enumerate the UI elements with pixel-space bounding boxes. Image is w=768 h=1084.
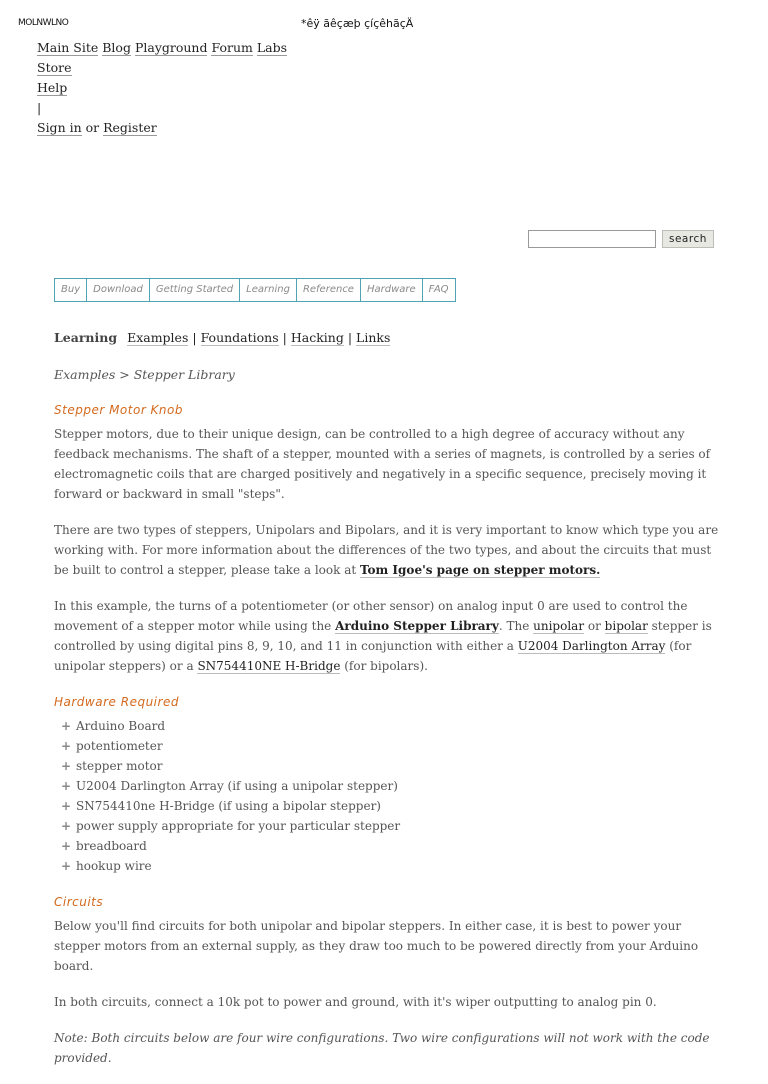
- hbridge-link[interactable]: SN754410NE H-Bridge: [197, 659, 341, 673]
- tab-buy[interactable]: Buy: [55, 279, 87, 301]
- subnav-sep: |: [347, 330, 353, 345]
- hardware-list: [54, 716, 722, 876]
- breadcrumb: Examples > Stepper Library: [54, 367, 235, 382]
- site-nav: [37, 38, 297, 138]
- site-logo-text: MOLNWLNO: [18, 18, 69, 28]
- plus-icon: +: [61, 759, 72, 773]
- plus-icon: +: [61, 859, 72, 873]
- list-item: + SN754410ne H-Bridge (if using a bipolar stepper): [54, 796, 722, 816]
- circuits-paragraph-1: Below you'll find circuits for both unipolar and bipolar steppers. In either case, it is best to power your stepper motors from an external supply, as they draw too much to be powered directly from your Arduino board.: [54, 919, 699, 973]
- section-tabs: [54, 278, 456, 302]
- tab-hardware[interactable]: Hardware: [361, 279, 423, 301]
- subnav-hacking[interactable]: Hacking: [290, 330, 344, 345]
- tab-getting-started[interactable]: Getting Started: [150, 279, 240, 301]
- circuits-note: Note: Both circuits below are four wire configurations. Two wire configurations will not work with the code provided.: [54, 1031, 710, 1065]
- plus-icon: +: [61, 799, 72, 813]
- plus-icon: +: [61, 839, 72, 853]
- nav-blog[interactable]: Blog: [102, 40, 131, 55]
- circuits-title: Circuits: [54, 895, 104, 909]
- example-paragraph: In this example, the turns of a potentiometer (or other sensor) on analog input 0 are used to control the movement of a stepper motor while using the Arduino Stepper Library. The unipolar or bipolar stepper is controlled by using digital pins 8, 9, 10, and 11 in conjunction with either a U2004 Darlington Array (for unipolar steppers) or a SN754410NE H-Bridge (for bipolars).: [54, 599, 712, 673]
- list-item: + hookup wire: [54, 856, 722, 876]
- plus-icon: +: [61, 819, 72, 833]
- plus-icon: +: [61, 739, 72, 753]
- list-item: + breadboard: [54, 836, 722, 856]
- darlington-link[interactable]: U2004 Darlington Array: [517, 639, 666, 653]
- subnav-foundations[interactable]: Foundations: [200, 330, 279, 345]
- tab-reference[interactable]: Reference: [297, 279, 361, 301]
- tom-igoe-link[interactable]: Tom Igoe's page on stepper motors.: [360, 563, 601, 577]
- nav-store[interactable]: Store: [37, 60, 72, 75]
- tab-download[interactable]: Download: [87, 279, 150, 301]
- or-text: or: [85, 120, 100, 135]
- tab-faq[interactable]: FAQ: [428, 284, 449, 295]
- article-content: [54, 400, 722, 1084]
- subnav-sep: |: [192, 330, 197, 345]
- nav-labs[interactable]: Labs: [256, 40, 288, 55]
- bipolar-link[interactable]: bipolar: [604, 619, 648, 633]
- nav-forum[interactable]: Forum: [211, 40, 253, 55]
- subnav-sep: |: [282, 330, 287, 345]
- subnav-examples[interactable]: Examples: [127, 330, 189, 345]
- stepper-library-link[interactable]: Arduino Stepper Library: [335, 619, 499, 633]
- register-link[interactable]: Register: [103, 120, 157, 135]
- article-title: Stepper Motor Knob: [54, 403, 183, 417]
- list-item: + Arduino Board: [54, 716, 722, 736]
- list-item: + stepper motor: [54, 756, 722, 776]
- subnav-links[interactable]: Links: [356, 330, 391, 345]
- unipolar-link[interactable]: unipolar: [533, 619, 585, 633]
- list-item: + U2004 Darlington Array (if using a unipolar stepper): [54, 776, 722, 796]
- learning-title: Learning: [54, 330, 118, 345]
- plus-icon: +: [61, 779, 72, 793]
- tab-learning[interactable]: Learning: [240, 279, 297, 301]
- search-input[interactable]: [528, 230, 656, 248]
- intro-paragraph: Stepper motors, due to their unique design, can be controlled to a high degree of accuracy without any feedback mechanisms. The shaft of a stepper, mounted with a series of magnets, is controlled by a series of electromagnetic coils that are charged positively and negatively in a specific sequence, precisely moving it forward or backward in small "steps".: [54, 427, 711, 501]
- search-form: [528, 230, 714, 248]
- nav-main-site[interactable]: Main Site: [37, 40, 99, 55]
- list-item: + potentiometer: [54, 736, 722, 756]
- hardware-title: Hardware Required: [54, 695, 179, 709]
- list-item: + power supply appropriate for your particular stepper: [54, 816, 722, 836]
- learning-subnav: [54, 330, 390, 345]
- nav-separator: |: [37, 100, 42, 115]
- nav-help[interactable]: Help: [37, 80, 68, 95]
- sign-in-link[interactable]: Sign in: [37, 120, 82, 135]
- stepper-types-paragraph: There are two types of steppers, Unipolars and Bipolars, and it is very important to know which type you are working with. For more information about the differences of the two types, and about the circuits that must be built to control a stepper, please take a look at Tom Igoe's page on stepper motors.: [54, 523, 719, 577]
- header-garbled-text: *êÿ ãêçæþ çíçêhãçÄ: [301, 17, 414, 30]
- nav-playground[interactable]: Playground: [134, 40, 208, 55]
- circuits-paragraph-2: In both circuits, connect a 10k pot to power and ground, with it's wiper outputting to analog pin 0.: [54, 995, 657, 1009]
- plus-icon: +: [61, 719, 72, 733]
- search-button[interactable]: search: [662, 230, 714, 248]
